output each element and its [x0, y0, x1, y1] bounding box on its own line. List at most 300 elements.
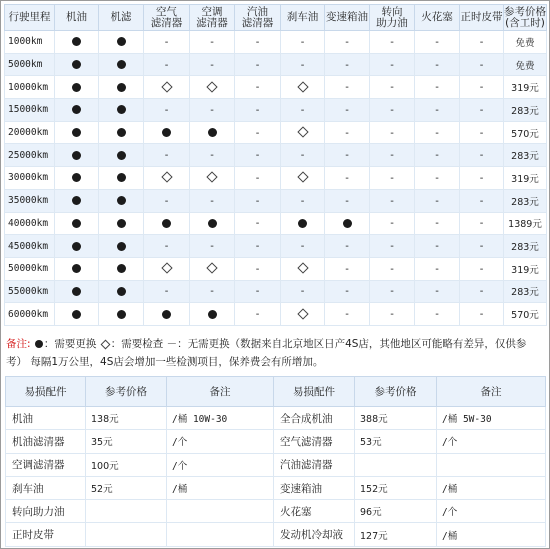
- parts-header-cell: 参考价格: [355, 377, 437, 407]
- no-change-dash-icon: -: [255, 82, 260, 94]
- part-name-cell: 机油: [6, 407, 86, 430]
- replace-dot-icon: [72, 310, 81, 319]
- replace-dot-icon: [117, 173, 126, 182]
- replace-dot-icon: [117, 105, 126, 114]
- schedule-row: [5, 235, 547, 258]
- service-cell: [325, 235, 370, 258]
- service-cell: [460, 167, 504, 190]
- replace-dot-icon: [117, 219, 126, 228]
- mileage-cell: 50000km: [5, 257, 55, 280]
- no-change-dash-icon: -: [390, 36, 394, 48]
- service-cell: [144, 257, 190, 280]
- no-change-dash-icon: -: [164, 104, 169, 116]
- mileage-cell: 20000km: [5, 121, 55, 144]
- service-cell: [99, 257, 144, 280]
- service-cell: [190, 53, 235, 76]
- replace-dot-icon: [72, 287, 81, 296]
- parts-header-cell: 易损配件: [274, 377, 355, 407]
- service-cell: [460, 189, 504, 212]
- service-cell: [190, 303, 235, 326]
- part-price-cell: [86, 523, 167, 546]
- no-change-dash-icon: -: [435, 82, 439, 94]
- replace-dot-icon: [117, 37, 126, 46]
- service-cell: [235, 303, 281, 326]
- service-cell: [55, 31, 99, 54]
- service-cell: [415, 303, 460, 326]
- mileage-cell: 10000km: [5, 76, 55, 99]
- schedule-row: [5, 303, 547, 326]
- replace-dot-icon: [343, 219, 352, 228]
- service-cell: [460, 76, 504, 99]
- replace-dot-icon: [117, 310, 126, 319]
- service-cell: [99, 99, 144, 122]
- no-change-dash-icon: -: [479, 309, 484, 321]
- service-cell: [99, 212, 144, 235]
- no-change-dash-icon: -: [345, 241, 349, 253]
- no-change-dash-icon: -: [479, 82, 484, 94]
- service-cell: [370, 212, 415, 235]
- service-cell: [325, 303, 370, 326]
- service-cell: [190, 144, 235, 167]
- part-name-cell: 火花塞: [274, 500, 355, 523]
- replace-dot-icon: [117, 128, 126, 137]
- price-cell: 570元: [504, 303, 547, 326]
- service-cell: [99, 53, 144, 76]
- mileage-cell: 1000km: [5, 31, 55, 54]
- service-cell: [415, 235, 460, 258]
- no-change-dash-icon: -: [210, 150, 214, 162]
- parts-header-cell: 备注: [437, 377, 546, 407]
- no-change-dash-icon: -: [345, 150, 349, 162]
- no-change-dash-icon: -: [479, 195, 484, 207]
- parts-header-cell: 易损配件: [6, 377, 86, 407]
- part-name-cell: 空调滤清器: [6, 453, 86, 476]
- service-cell: [144, 167, 190, 190]
- no-change-dash-icon: -: [345, 127, 349, 139]
- service-cell: [190, 76, 235, 99]
- schedule-row: [5, 144, 547, 167]
- no-change-dash-icon: -: [300, 241, 305, 253]
- replace-dot-icon: [117, 83, 126, 92]
- part-remark-cell: /桶: [167, 476, 274, 499]
- part-price-cell: 96元: [355, 500, 437, 523]
- service-cell: [415, 53, 460, 76]
- service-cell: [99, 235, 144, 258]
- part-price-cell: 35元: [86, 430, 167, 453]
- service-cell: [281, 235, 325, 258]
- service-cell: [99, 303, 144, 326]
- part-remark-cell: [167, 500, 274, 523]
- service-cell: [370, 31, 415, 54]
- no-change-dash-icon: -: [300, 286, 305, 298]
- no-change-dash-icon: -: [345, 172, 349, 184]
- schedule-header-cell: 变速箱油: [325, 5, 370, 31]
- maintenance-schedule-table: [4, 4, 547, 326]
- service-cell: [190, 189, 235, 212]
- service-cell: [281, 303, 325, 326]
- no-change-dash-icon: -: [210, 286, 214, 298]
- schedule-header-cell: 刹车油: [281, 5, 325, 31]
- service-cell: [235, 280, 281, 303]
- part-name-cell: 空气滤清器: [274, 430, 355, 453]
- price-cell: 283元: [504, 144, 547, 167]
- no-change-dash-icon: -: [435, 150, 439, 162]
- service-cell: [235, 235, 281, 258]
- part-name-cell: 变速箱油: [274, 476, 355, 499]
- replace-dot-icon: [117, 287, 126, 296]
- no-change-dash-icon: -: [345, 36, 349, 48]
- no-change-dash-icon: -: [255, 172, 260, 184]
- service-cell: [460, 53, 504, 76]
- service-cell: [281, 121, 325, 144]
- parts-row: [6, 453, 546, 476]
- service-cell: [190, 257, 235, 280]
- service-cell: [144, 121, 190, 144]
- replace-dot-icon: [117, 242, 126, 251]
- service-cell: [99, 167, 144, 190]
- no-change-dash-icon: -: [164, 150, 169, 162]
- service-cell: [190, 280, 235, 303]
- service-cell: [325, 167, 370, 190]
- price-cell: 319元: [504, 257, 547, 280]
- service-cell: [281, 189, 325, 212]
- check-diamond-icon: [161, 263, 172, 274]
- no-change-dash-icon: -: [390, 172, 394, 184]
- part-remark-cell: /个: [167, 453, 274, 476]
- service-cell: [190, 235, 235, 258]
- service-cell: [235, 257, 281, 280]
- service-cell: [190, 121, 235, 144]
- service-cell: [325, 212, 370, 235]
- schedule-header-cell: 空调 滤清器: [190, 5, 235, 31]
- no-change-dash-icon: -: [479, 150, 484, 162]
- service-cell: [415, 280, 460, 303]
- no-change-dash-icon: -: [210, 36, 214, 48]
- service-cell: [235, 189, 281, 212]
- check-diamond-icon: [161, 172, 172, 183]
- schedule-row: [5, 31, 547, 54]
- part-price-cell: 100元: [86, 453, 167, 476]
- service-cell: [190, 167, 235, 190]
- no-change-dash-icon: -: [164, 286, 169, 298]
- schedule-header-cell: 汽油 滤清器: [235, 5, 281, 31]
- part-name-cell: 发动机冷却液: [274, 523, 355, 546]
- no-change-dash-icon: -: [435, 104, 439, 116]
- service-cell: [325, 99, 370, 122]
- part-price-cell: 152元: [355, 476, 437, 499]
- no-change-dash-icon: -: [435, 59, 439, 71]
- service-cell: [370, 167, 415, 190]
- service-cell: [370, 257, 415, 280]
- no-change-dash-icon: -: [390, 309, 394, 321]
- price-cell: 1389元: [504, 212, 547, 235]
- service-cell: [415, 144, 460, 167]
- mileage-cell: 5000km: [5, 53, 55, 76]
- replace-dot-icon: [117, 60, 126, 69]
- part-remark-cell: /桶 10W-30: [167, 407, 274, 430]
- part-price-cell: 388元: [355, 407, 437, 430]
- replace-dot-icon: [208, 219, 217, 228]
- replace-dot-icon: [72, 105, 81, 114]
- service-cell: [55, 235, 99, 258]
- no-change-dash-icon: -: [210, 241, 214, 253]
- service-cell: [325, 189, 370, 212]
- no-change-dash-icon: -: [255, 104, 260, 116]
- part-remark-cell: /桶 5W-30: [437, 407, 546, 430]
- service-cell: [370, 235, 415, 258]
- service-cell: [144, 212, 190, 235]
- no-change-dash-icon: -: [390, 263, 394, 275]
- service-cell: [281, 99, 325, 122]
- no-change-dash-icon: -: [300, 59, 305, 71]
- part-price-cell: 52元: [86, 476, 167, 499]
- service-cell: [99, 76, 144, 99]
- schedule-row: [5, 280, 547, 303]
- no-change-dash-icon: -: [164, 195, 169, 207]
- no-change-dash-icon: -: [435, 195, 439, 207]
- replace-dot-icon: [72, 173, 81, 182]
- service-cell: [144, 31, 190, 54]
- service-cell: [460, 144, 504, 167]
- part-name-cell: 正时皮带: [6, 523, 86, 546]
- part-remark-cell: /个: [437, 500, 546, 523]
- service-cell: [99, 280, 144, 303]
- price-cell: 570元: [504, 121, 547, 144]
- service-cell: [325, 121, 370, 144]
- mileage-cell: 60000km: [5, 303, 55, 326]
- replace-dot-icon: [208, 310, 217, 319]
- service-cell: [460, 235, 504, 258]
- no-change-dash-icon: -: [300, 36, 305, 48]
- check-diamond-icon: [297, 308, 308, 319]
- schedule-row: [5, 257, 547, 280]
- part-price-cell: 127元: [355, 523, 437, 546]
- service-cell: [460, 99, 504, 122]
- replace-dot-icon: [72, 264, 81, 273]
- no-change-dash-icon: -: [435, 309, 439, 321]
- service-cell: [190, 99, 235, 122]
- check-diamond-icon: [297, 126, 308, 137]
- service-cell: [235, 167, 281, 190]
- replace-legend-text: ：需要更换: [43, 338, 97, 350]
- check-diamond-icon: [297, 81, 308, 92]
- service-cell: [235, 53, 281, 76]
- service-cell: [415, 167, 460, 190]
- no-change-dash-icon: -: [479, 59, 484, 71]
- part-remark-cell: /个: [437, 430, 546, 453]
- no-change-dash-icon: -: [164, 241, 169, 253]
- price-cell: 283元: [504, 99, 547, 122]
- service-cell: [415, 76, 460, 99]
- service-cell: [235, 144, 281, 167]
- price-cell: 319元: [504, 76, 547, 99]
- service-cell: [235, 212, 281, 235]
- replace-dot-icon: [72, 83, 81, 92]
- check-diamond-icon: [161, 81, 172, 92]
- price-cell: 免费: [504, 31, 547, 54]
- no-change-dash-icon: -: [479, 286, 484, 298]
- schedule-row: [5, 189, 547, 212]
- check-diamond-icon: [100, 339, 110, 349]
- no-change-dash-icon: -: [479, 127, 484, 139]
- service-cell: [144, 280, 190, 303]
- price-cell: 283元: [504, 235, 547, 258]
- no-change-dash-icon: -: [390, 286, 394, 298]
- replace-dot-icon: [72, 242, 81, 251]
- part-price-cell: 138元: [86, 407, 167, 430]
- no-change-dash-icon: -: [435, 286, 439, 298]
- no-change-dash-icon: -: [345, 286, 349, 298]
- service-cell: [325, 76, 370, 99]
- check-diamond-icon: [206, 263, 217, 274]
- part-price-cell: [86, 500, 167, 523]
- no-change-dash-icon: -: [255, 241, 260, 253]
- part-remark-cell: [437, 453, 546, 476]
- no-change-dash-icon: -: [255, 59, 260, 71]
- parts-header-cell: 备注: [167, 377, 274, 407]
- no-change-dash-icon: -: [390, 218, 394, 230]
- no-change-dash-icon: -: [390, 195, 394, 207]
- part-name-cell: 汽油滤清器: [274, 453, 355, 476]
- no-change-dash-icon: -: [479, 104, 484, 116]
- service-cell: [235, 31, 281, 54]
- service-cell: [325, 144, 370, 167]
- service-cell: [55, 53, 99, 76]
- no-change-dash-icon: -: [390, 150, 394, 162]
- no-change-dash-icon: -: [345, 82, 349, 94]
- service-cell: [281, 144, 325, 167]
- schedule-header-cell: 正时皮带: [460, 5, 504, 31]
- note-label: 备注:: [6, 338, 31, 350]
- no-change-dash-icon: -: [300, 104, 305, 116]
- schedule-row: [5, 53, 547, 76]
- replace-dot-icon: [72, 219, 81, 228]
- schedule-row: [5, 121, 547, 144]
- price-cell: 319元: [504, 167, 547, 190]
- service-cell: [144, 235, 190, 258]
- service-cell: [460, 280, 504, 303]
- parts-row: [6, 500, 546, 523]
- service-cell: [281, 31, 325, 54]
- service-cell: [415, 257, 460, 280]
- replace-dot-icon: [72, 196, 81, 205]
- schedule-header-cell: 转向 助力油: [370, 5, 415, 31]
- schedule-header-cell: 火花塞: [415, 5, 460, 31]
- no-change-dash-icon: -: [479, 218, 484, 230]
- no-change-dash-icon: -: [435, 36, 439, 48]
- service-cell: [370, 76, 415, 99]
- replace-dot-icon: [162, 128, 171, 137]
- service-cell: [55, 280, 99, 303]
- replace-dot-icon: [72, 60, 81, 69]
- service-cell: [99, 31, 144, 54]
- service-cell: [144, 53, 190, 76]
- price-cell: 免费: [504, 53, 547, 76]
- service-cell: [144, 189, 190, 212]
- service-cell: [144, 76, 190, 99]
- parts-row: [6, 407, 546, 430]
- service-cell: [235, 121, 281, 144]
- schedule-header-cell: 参考价格 (含工时): [504, 5, 546, 29]
- service-cell: [370, 189, 415, 212]
- service-cell: [281, 257, 325, 280]
- no-change-dash-icon: -: [345, 263, 349, 275]
- check-diamond-icon: [297, 263, 308, 274]
- price-cell: 283元: [504, 280, 547, 303]
- service-cell: [281, 53, 325, 76]
- replace-dot-icon: [298, 219, 307, 228]
- price-cell: 283元: [504, 189, 547, 212]
- service-cell: [460, 31, 504, 54]
- no-change-dash-icon: -: [345, 104, 349, 116]
- service-cell: [55, 144, 99, 167]
- no-change-legend-text: －：无需更换（数据来自北京地区日产4S店，其他地区可能略有差异，仅供参考） 每隔1万公里，4S店会增加一些检测项目，保养费会有所增加。: [6, 338, 527, 368]
- service-cell: [415, 121, 460, 144]
- replace-dot-icon: [117, 264, 126, 273]
- part-name-cell: 全合成机油: [274, 407, 355, 430]
- service-cell: [55, 99, 99, 122]
- service-cell: [144, 144, 190, 167]
- schedule-header-cell: 行驶里程: [5, 5, 55, 31]
- service-cell: [99, 189, 144, 212]
- no-change-dash-icon: -: [255, 195, 260, 207]
- service-cell: [370, 53, 415, 76]
- legend-note: [6, 335, 542, 371]
- no-change-dash-icon: -: [390, 59, 394, 71]
- part-price-cell: 53元: [355, 430, 437, 453]
- replace-dot-icon: [72, 151, 81, 160]
- replace-dot-icon: [208, 128, 217, 137]
- service-cell: [190, 31, 235, 54]
- no-change-dash-icon: -: [479, 36, 484, 48]
- no-change-dash-icon: -: [255, 309, 260, 321]
- service-cell: [460, 257, 504, 280]
- schedule-header-cell: 机油: [55, 5, 99, 31]
- no-change-dash-icon: -: [345, 309, 349, 321]
- replace-dot-icon: [35, 340, 43, 348]
- service-cell: [460, 303, 504, 326]
- service-cell: [460, 121, 504, 144]
- service-cell: [235, 76, 281, 99]
- no-change-dash-icon: -: [435, 127, 439, 139]
- service-cell: [370, 303, 415, 326]
- no-change-dash-icon: -: [435, 241, 439, 253]
- check-legend-text: ：需要检查: [110, 338, 164, 350]
- parts-row: [6, 523, 546, 546]
- part-name-cell: 刹车油: [6, 476, 86, 499]
- parts-header-cell: 参考价格: [86, 377, 167, 407]
- replace-dot-icon: [117, 151, 126, 160]
- service-cell: [370, 121, 415, 144]
- no-change-dash-icon: -: [210, 195, 214, 207]
- parts-row: [6, 430, 546, 453]
- schedule-header-cell: 机滤: [99, 5, 144, 31]
- mileage-cell: 15000km: [5, 99, 55, 122]
- no-change-dash-icon: -: [300, 150, 305, 162]
- no-change-dash-icon: -: [345, 59, 349, 71]
- schedule-row: [5, 167, 547, 190]
- no-change-dash-icon: -: [390, 104, 394, 116]
- part-remark-cell: /桶: [437, 476, 546, 499]
- service-cell: [415, 99, 460, 122]
- service-cell: [370, 144, 415, 167]
- service-cell: [460, 212, 504, 235]
- check-diamond-icon: [206, 172, 217, 183]
- service-cell: [325, 257, 370, 280]
- replace-dot-icon: [72, 128, 81, 137]
- part-remark-cell: [167, 523, 274, 546]
- no-change-dash-icon: -: [255, 263, 260, 275]
